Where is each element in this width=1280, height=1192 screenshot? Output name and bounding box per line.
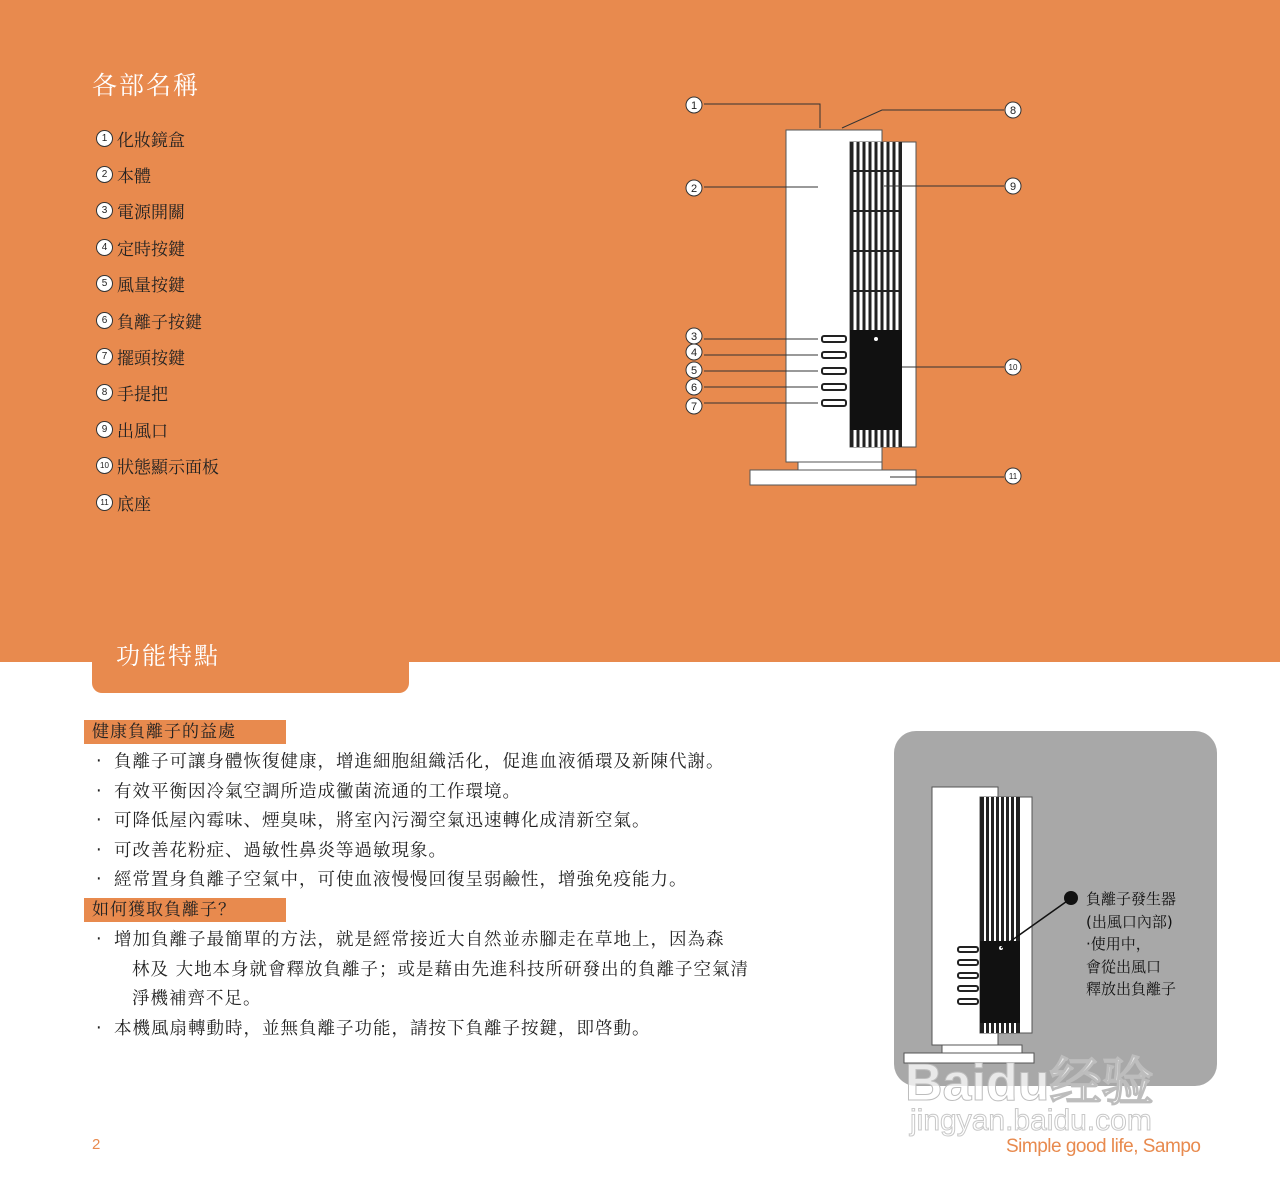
ion-generator-callout — [1086, 888, 1176, 1001]
part-label: 手提把 — [117, 385, 168, 406]
list-item: ‧ 本機風扇轉動時，並無負離子功能，請按下負離子按鍵，即啓動。 — [96, 1018, 651, 1039]
diagram-num-6: 6 — [690, 382, 698, 394]
page-number: 2 — [92, 1136, 101, 1153]
part-number: 2 — [96, 166, 113, 183]
part-item — [96, 193, 219, 229]
bullet-text: 可降低屋內霉味、煙臭味，將室內污濁空氣迅速轉化成清新空氣。 — [114, 811, 651, 831]
bullet-text: 增加負離子最簡單的方法，就是經常接近大自然並赤腳走在草地上，因為森 — [114, 930, 725, 950]
parts-list — [96, 120, 219, 520]
part-number: 3 — [96, 202, 113, 219]
bullet-text: 可改善花粉症、過敏性鼻炎等過敏現象。 — [114, 840, 447, 861]
bullet-text: 本機風扇轉動時，並無負離子功能，請按下負離子按鍵，即啓動。 — [114, 1018, 651, 1039]
section-heading-how-to: 如何獲取負離子？ — [84, 898, 286, 922]
diagram-num-7: 7 — [690, 401, 698, 413]
part-number: 9 — [96, 421, 113, 438]
part-label: 狀態顯示面板 — [117, 458, 219, 479]
parts-title: 各部名稱 — [92, 71, 201, 100]
bullet-text: 經常置身負離子空氣中，可使血液慢慢回復呈弱鹼性，增強免疫能力。 — [114, 870, 688, 890]
diagram-num-10: 10 — [1008, 363, 1018, 372]
diagram-num-3: 3 — [690, 331, 698, 343]
part-number: 1 — [96, 130, 113, 147]
part-label: 風量按鍵 — [117, 276, 185, 297]
part-item — [96, 338, 219, 374]
diagram-num-5: 5 — [690, 365, 698, 377]
list-item: ‧ 增加負離子最簡單的方法，就是經常接近大自然並赤腳走在草地上，因為森 林及 大地本身就會釋放負離子；或是藉由先進科技所研發出的負離子空氣清 淨機補齊不足。 — [96, 926, 749, 1015]
part-number: 7 — [96, 348, 113, 365]
features-title: 功能特點 — [116, 642, 220, 670]
part-number: 11 — [96, 494, 113, 511]
part-label: 本體 — [117, 167, 151, 188]
diagram-num-11: 11 — [1008, 472, 1018, 481]
part-item — [96, 229, 219, 265]
part-item — [96, 120, 219, 156]
part-item — [96, 375, 219, 411]
section-heading-benefits: 健康負離子的益處 — [84, 720, 286, 744]
part-label: 底座 — [117, 494, 151, 515]
part-label: 出風口 — [117, 421, 168, 442]
part-label: 負離子按鍵 — [117, 312, 202, 333]
bullet-text-cont: 林及 大地本身就會釋放負離子；或是藉由先進科技所研發出的負離子空氣清 — [132, 959, 750, 980]
baidu-watermark-url: jingyan.baidu.com — [910, 1104, 1152, 1137]
list-item: ‧ 有效平衡因冷氣空調所造成黴菌流通的工作環境。 — [96, 781, 521, 802]
callout-line: ‧使用中， — [1086, 935, 1151, 953]
part-label: 化妝鏡盒 — [117, 130, 185, 151]
callout-line: (出風口內部) — [1086, 912, 1173, 931]
part-number: 4 — [96, 239, 113, 256]
callout-line: 釋放出負離子 — [1086, 980, 1177, 998]
list-item: ‧ 經常置身負離子空氣中，可使血液慢慢回復呈弱鹼性，增強免疫能力。 — [96, 870, 688, 890]
part-number: 8 — [96, 384, 113, 401]
part-label: 擺頭按鍵 — [117, 349, 185, 370]
part-item — [96, 156, 219, 192]
fan-parts-diagram — [680, 90, 1040, 500]
list-item: ‧ 負離子可讓身體恢復健康，增進細胞組織活化，促進血液循環及新陳代謝。 — [96, 752, 725, 772]
diagram-num-1: 1 — [690, 100, 698, 112]
part-item — [96, 411, 219, 447]
how-to-list — [96, 926, 749, 1044]
bullet-text: 有效平衡因冷氣空調所造成黴菌流通的工作環境。 — [114, 781, 521, 802]
diagram-num-4: 4 — [690, 347, 698, 359]
part-item — [96, 266, 219, 302]
bullet-text-cont: 淨機補齊不足。 — [132, 989, 262, 1009]
list-item: ‧ 可改善花粉症、過敏性鼻炎等過敏現象。 — [96, 840, 447, 861]
benefits-list — [96, 748, 725, 896]
part-label: 電源開關 — [117, 203, 185, 224]
bullet-text: 負離子可讓身體恢復健康，增進細胞組織活化，促進血液循環及新陳代謝。 — [114, 752, 725, 772]
brand-tagline: Simple good life, Sampo — [1006, 1136, 1201, 1157]
list-item: ‧ 可降低屋內霉味、煙臭味，將室內污濁空氣迅速轉化成清新空氣。 — [96, 811, 651, 831]
part-item — [96, 302, 219, 338]
diagram-num-9: 9 — [1009, 181, 1017, 193]
part-label: 定時按鍵 — [117, 239, 185, 260]
diagram-num-8: 8 — [1009, 105, 1017, 117]
part-number: 6 — [96, 312, 113, 329]
diagram-num-2: 2 — [690, 183, 698, 195]
part-item — [96, 484, 219, 520]
part-number: 5 — [96, 275, 113, 292]
part-number: 10 — [96, 457, 113, 474]
baidu-watermark: Baidu经验 — [905, 1054, 1154, 1112]
callout-line: 負離子發生器 — [1086, 890, 1177, 908]
callout-line: 會從出風口 — [1086, 957, 1162, 976]
part-item — [96, 448, 219, 484]
